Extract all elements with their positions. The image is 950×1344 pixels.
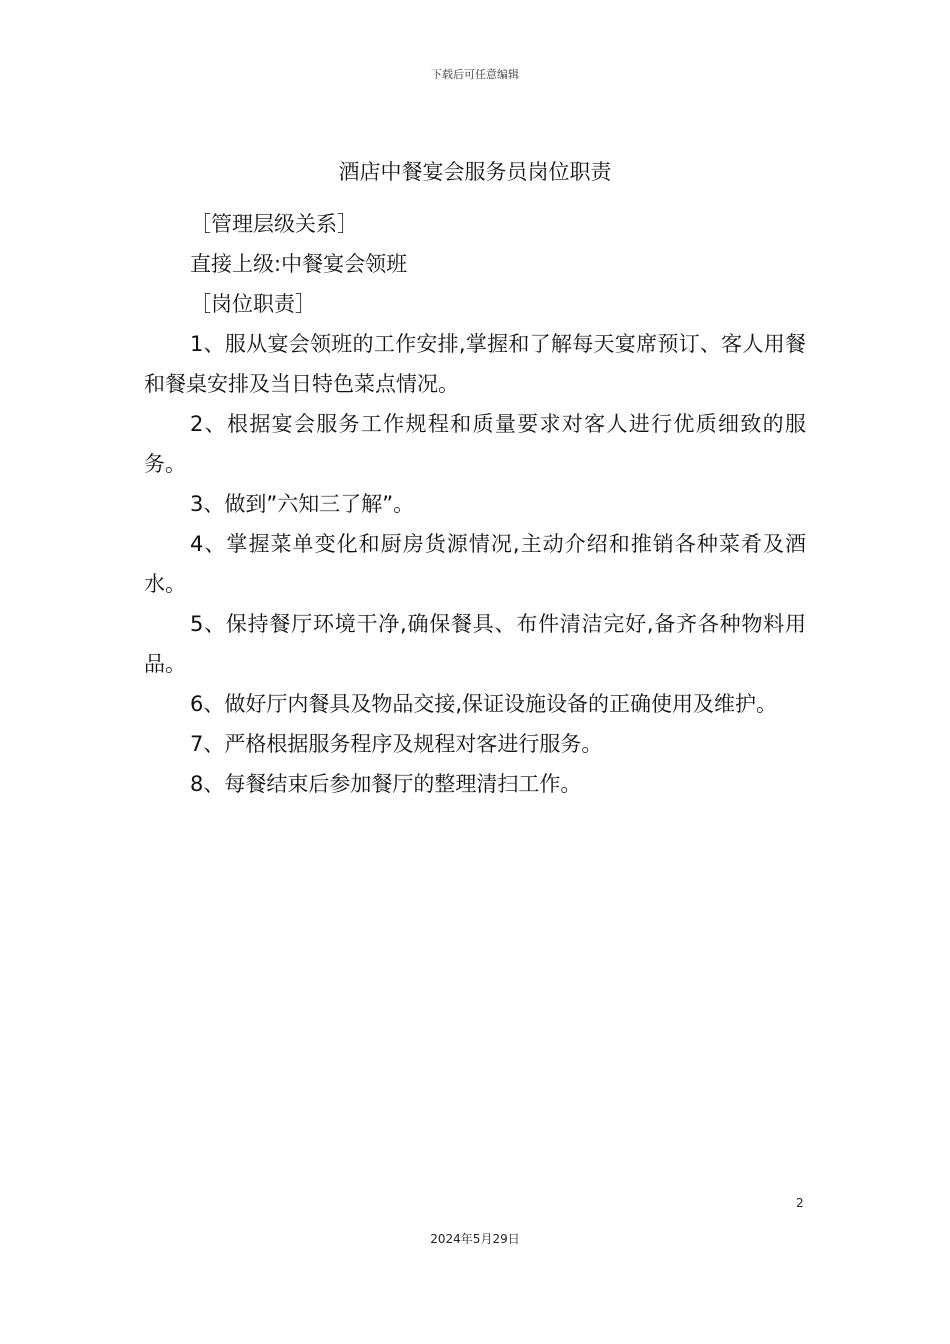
duty-item-7: 7、严格根据服务程序及规程对客进行服务。	[190, 732, 603, 756]
duty-item-5: 5、保持餐厅环境干净,确保餐具、布件清洁完好,备齐各种物料用品。	[144, 612, 806, 676]
page-number: 2	[796, 1196, 804, 1210]
duty-item-3: 3、做到”六知三了解”。	[190, 492, 415, 516]
duty-item-2: 2、根据宴会服务工作规程和质量要求对客人进行优质细致的服务。	[144, 412, 806, 476]
duty-item-1: 1、服从宴会领班的工作安排,掌握和了解每天宴席预订、客人用餐和餐桌安排及当日特色菜点情况。	[144, 332, 806, 396]
header-note: 下载后可任意编辑	[431, 68, 519, 81]
section-heading-duties: ［岗位职责］	[190, 292, 316, 316]
duty-item-4: 4、掌握菜单变化和厨房货源情况,主动介绍和推销各种菜肴及酒水。	[144, 532, 806, 596]
document-body	[144, 204, 806, 804]
duty-item-6: 6、做好厅内餐具及物品交接,保证设施设备的正确使用及维护。	[190, 692, 778, 716]
document-title: 酒店中餐宴会服务员岗位职责	[338, 160, 612, 184]
section-heading-relation: ［管理层级关系］	[190, 212, 358, 236]
footer-date: 2024年5月29日	[430, 1232, 520, 1246]
duty-item-8: 8、每餐结束后参加餐厅的整理清扫工作。	[190, 772, 582, 796]
supervisor-line: 直接上级:中餐宴会领班	[190, 252, 408, 276]
